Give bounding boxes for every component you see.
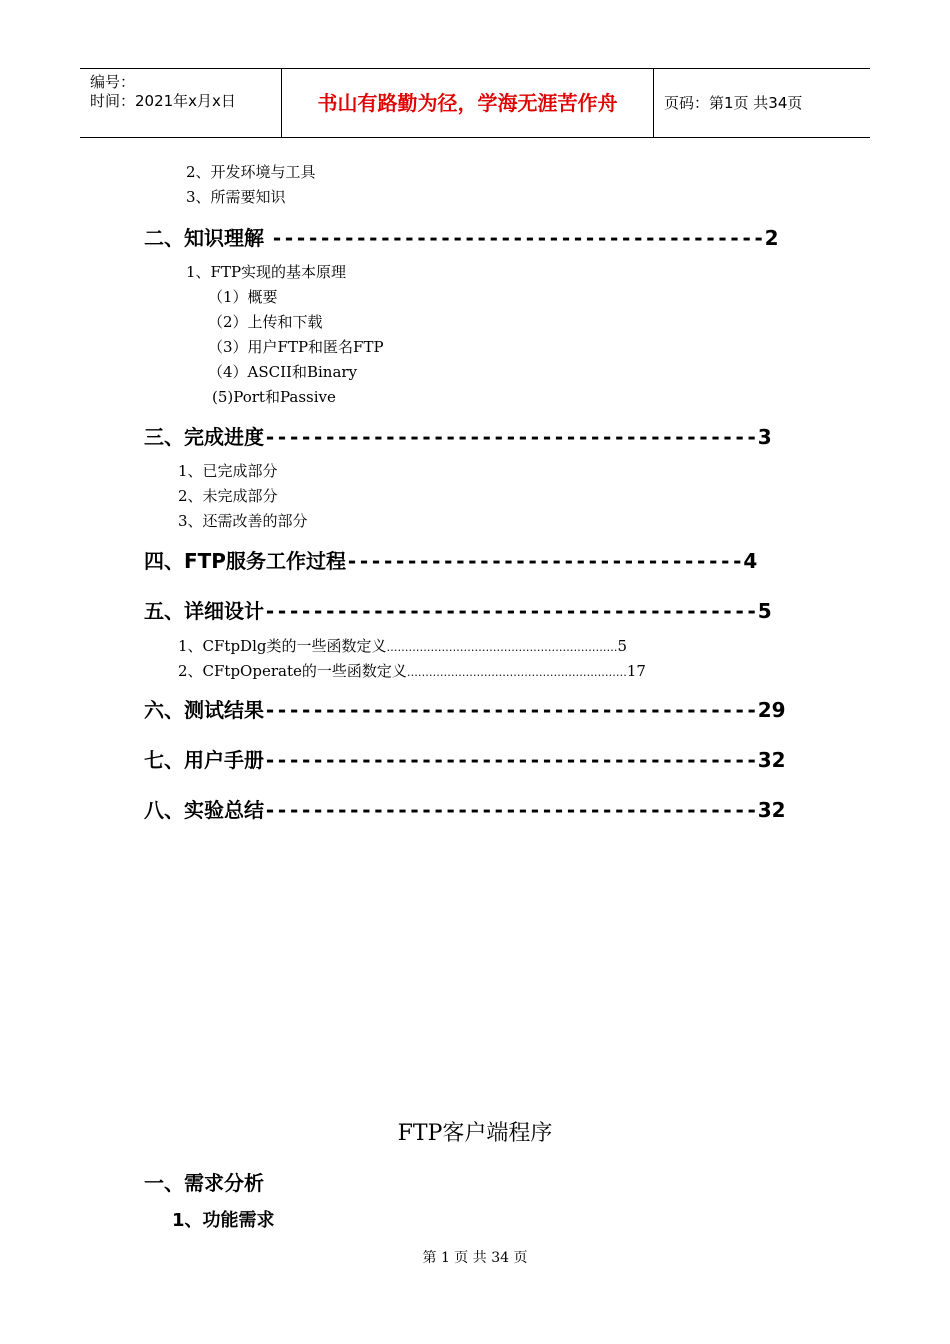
- toc-sub-item: 3、还需改善的部分: [178, 512, 308, 530]
- toc-page-number: 5: [617, 637, 628, 655]
- toc-page-number: 32: [757, 798, 786, 822]
- toc-sub-item: （3）用户FTP和匿名FTP: [208, 338, 384, 356]
- toc-section-title: 五、详细设计: [144, 599, 264, 623]
- toc-leader: -----------------------------------------: [270, 226, 765, 250]
- toc-section-8: [144, 794, 786, 823]
- toc-leader: -----------------------------------------: [264, 599, 758, 623]
- toc-sub-title: 2、CFtpOperate的一些函数定义: [178, 662, 407, 680]
- toc-leader: -----------------------------------------: [264, 748, 758, 772]
- toc-section-title: 四、FTP服务工作过程: [144, 549, 346, 573]
- toc-sub-item: （4）ASCII和Binary: [208, 363, 358, 381]
- header-page-info: 页码：第1页 共34页: [664, 94, 803, 112]
- toc-leader: ……………………………………………………: [406, 666, 627, 679]
- toc-sub-item: 2、未完成部分: [178, 487, 278, 505]
- toc-page-number: 3: [757, 425, 772, 449]
- toc-sub-item: [178, 635, 627, 656]
- page-header: [80, 68, 870, 138]
- toc-sub-title: 1、CFtpDlg类的一些函数定义: [178, 637, 387, 655]
- header-time-label: 时间：2021年x月x日: [90, 92, 236, 110]
- toc-leader: -----------------------------------------: [264, 798, 758, 822]
- toc-leader: -----------------------------------------: [264, 698, 758, 722]
- toc-section-3: [144, 421, 772, 450]
- toc-leader: ………………………………………………………: [386, 641, 618, 654]
- toc-sub-item: 2、开发环境与工具: [186, 163, 316, 181]
- toc-sub-item: (5)Port和Passive: [212, 388, 336, 406]
- toc-page-number: 4: [743, 549, 758, 573]
- section-heading: 一、需求分析: [144, 1171, 264, 1195]
- toc-sub-item: （1）概要: [208, 288, 278, 306]
- toc-page-number: 5: [757, 599, 772, 623]
- toc-sub-item: 1、已完成部分: [178, 462, 278, 480]
- toc-section-title: 三、完成进度: [144, 425, 264, 449]
- toc-section-4: [144, 545, 757, 574]
- toc-sub-item: （2）上传和下载: [208, 313, 323, 331]
- header-meta-cell: [80, 69, 282, 137]
- toc-section-7: [144, 744, 786, 773]
- toc-sub-item: 1、FTP实现的基本原理: [186, 263, 347, 281]
- toc-page-number: 32: [757, 748, 786, 772]
- toc-section-5: [144, 595, 772, 624]
- header-number-label: 编号：: [90, 73, 136, 91]
- toc-section-title: 八、实验总结: [144, 798, 264, 822]
- page-footer: 第 1 页 共 34 页: [422, 1250, 528, 1266]
- toc-section-2: [144, 222, 779, 251]
- toc-leader: ---------------------------------: [345, 549, 744, 573]
- document-title: FTP客户端程序: [397, 1121, 553, 1146]
- toc-page-number: 17: [626, 662, 646, 680]
- toc-section-title: 七、用户手册: [144, 748, 264, 772]
- toc-sub-item: [178, 660, 646, 681]
- subsection-heading: 1、功能需求: [172, 1210, 275, 1231]
- toc-sub-item: 3、所需要知识: [186, 188, 286, 206]
- toc-page-number: 29: [757, 698, 786, 722]
- toc-section-title: 二、知识理解: [144, 226, 271, 250]
- toc-page-number: 2: [764, 226, 779, 250]
- toc-leader: -----------------------------------------: [264, 425, 758, 449]
- toc-section-title: 六、测试结果: [144, 698, 264, 722]
- header-motto: 书山有路勤为径，学海无涯苦作舟: [282, 69, 654, 137]
- toc-section-6: [144, 694, 786, 723]
